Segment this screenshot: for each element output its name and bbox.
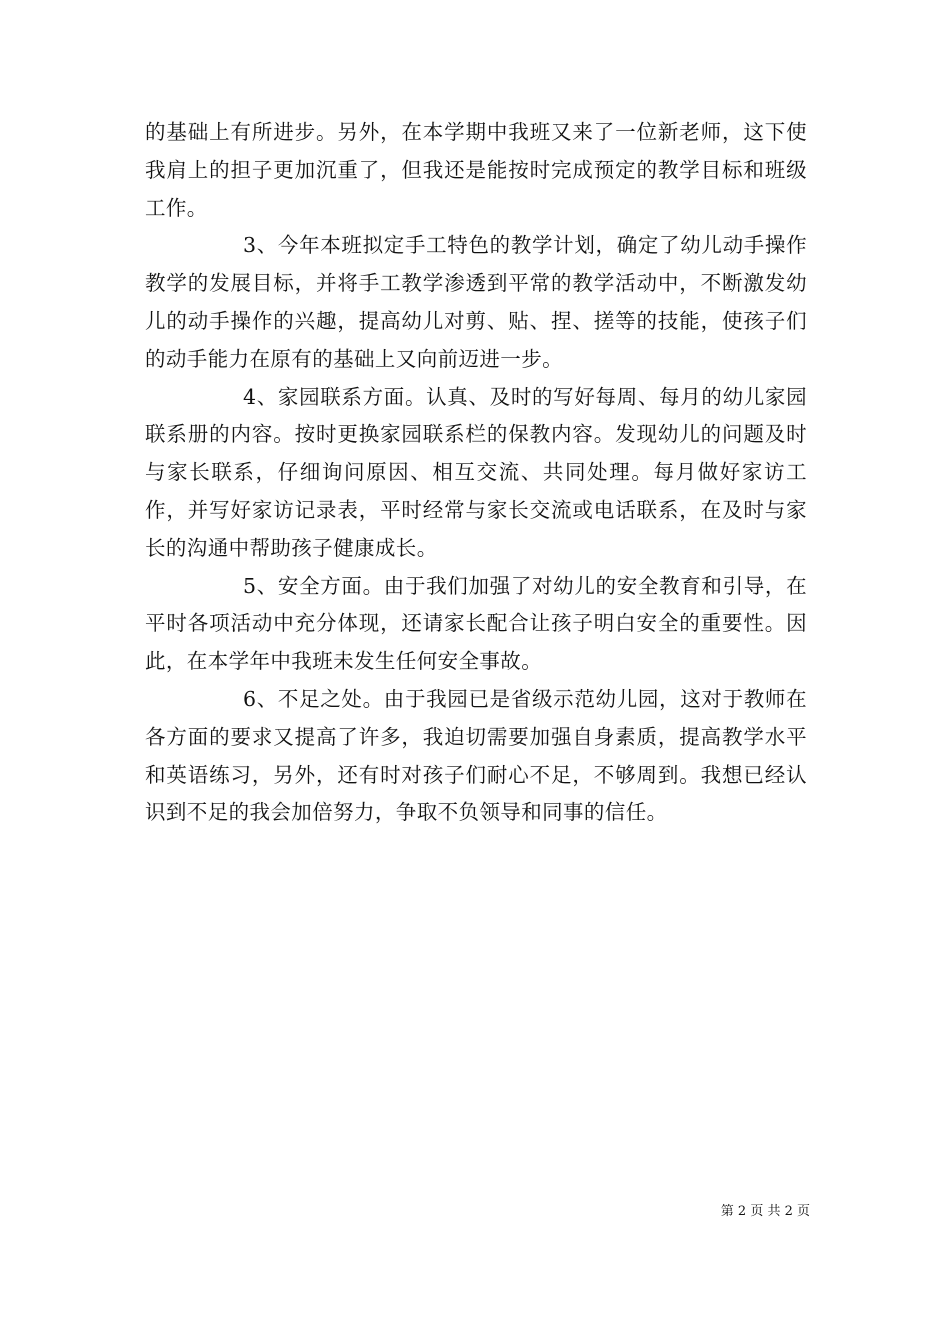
paragraph-item-5: 5、安全方面。由于我们加强了对幼儿的安全教育和引导，在平时各项活动中充分体现，还请家长配合让孩子明白安全的重要性。因此，在本学年中我班未发生任何安全事故。 xyxy=(145,573,807,674)
page-number-footer: 第 2 页 共 2 页 xyxy=(720,1204,810,1219)
paragraph-continuation: 的基础上有所进步。另外，在本学期中我班又来了一位新老师，这下使我肩上的担子更加沉重了，但我还是能按时完成预定的教学目标和班级工作。 xyxy=(145,120,807,220)
paragraph-item-4: 4、家园联系方面。认真、及时的写好每周、每月的幼儿家园联系册的内容。按时更换家园联系栏的保教内容。发现幼儿的问题及时与家长联系，仔细询问原因、相互交流、共同处理。每月做好家访工作，并写好家访记录表，平时经常与家长交流或电话联系，在及时与家长的沟通中帮助孩子健康成长。 xyxy=(145,384,807,560)
paragraph-item-6: 6、不足之处。由于我园已是省级示范幼儿园，这对于教师在各方面的要求又提高了许多，我迫切需要加强自身素质，提高教学水平和英语练习，另外，还有时对孩子们耐心不足，不够周到。我想已经认识到不足的我会加倍努力，争取不负领导和同事的信任。 xyxy=(145,686,807,825)
paragraph-item-3: 3、今年本班拟定手工特色的教学计划，确定了幼儿动手操作教学的发展目标，并将手工教学渗透到平常的教学活动中，不断激发幼儿的动手操作的兴趣，提高幼儿对剪、贴、捏、搓等的技能，使孩子们的动手能力在原有的基础上又向前迈进一步。 xyxy=(145,233,807,371)
document-body xyxy=(145,114,807,832)
